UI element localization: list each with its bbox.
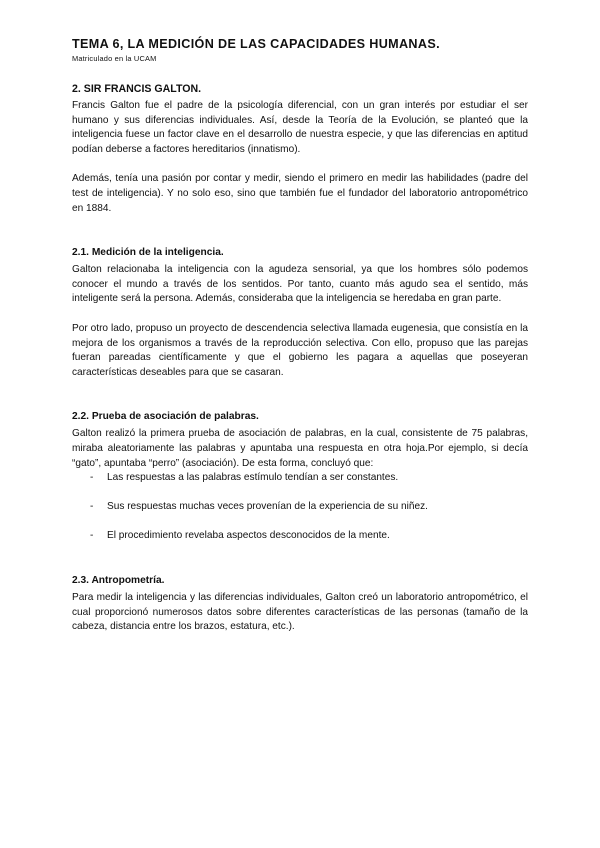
dash-bullet: -: [90, 530, 94, 542]
subsection-heading-medicion: 2.1. Medición de la inteligencia.: [72, 247, 224, 259]
subsection-2-paragraph: Galton realizó la primera prueba de asociación de palabras, en la cual, consistente de 75 palabras, miraba aleatoriamente las palabras y apuntaba una respuesta en otra hoja.Por ejemplo, si decía “gato”, apuntaba “perro” (asociación). De esta forma, concluyó que:: [72, 428, 528, 469]
list-item-text: El procedimiento revelaba aspectos desconocidos de la mente.: [107, 530, 390, 542]
subsection-heading-antropometria: 2.3. Antropometría.: [72, 575, 165, 587]
dash-bullet: -: [90, 501, 94, 513]
list-item: [72, 529, 528, 544]
document-subtitle: Matriculado en la UCAM: [72, 54, 157, 63]
list-item: [72, 500, 528, 515]
list-item: [72, 471, 528, 486]
document-page: [72, 36, 528, 635]
section-paragraph-1: Francis Galton fue el padre de la psicología diferencial, con un gran interés por estudiar el ser humano y sus diferencias individuales. Así, desde la Teoría de la Evolución, se planteó que la inteligencia fuese un factor clave en el desarrollo de nuestra especie, y que las diferencias en aptitud podían deberse a factores hereditarios (innatismo).: [72, 100, 528, 155]
subsection-1-paragraph-1: Galton relacionaba la inteligencia con la agudeza sensorial, ya que los hombres sólo podemos conocer el mundo a través de los sentidos. Por tanto, cuanto más agudo sea el sentido, más inteligente será la persona. Además, consideraba que la inteligencia se heredaba en gran parte.: [72, 264, 528, 305]
conclusions-list: [72, 471, 528, 544]
subsection-3-paragraph: Para medir la inteligencia y las diferencias individuales, Galton creó un laboratorio antropométrico, el cual proporcionó numerosos datos sobre diferentes características de las personas (tamaño de la cabeza, distancia entre los brazos, estatura, etc.).: [72, 592, 528, 633]
subsection-heading-asociacion: 2.2. Prueba de asociación de palabras.: [72, 411, 259, 423]
list-item-text: Las respuestas a las palabras estímulo tendían a ser constantes.: [107, 472, 399, 484]
section-paragraph-2: Además, tenía una pasión por contar y medir, siendo el primero en medir las habilidades (padre del test de inteligencia). Y no solo eso, sino que también fue el fundador del laboratorio antropométrico en 1884.: [72, 173, 528, 214]
section-heading-galton: 2. SIR FRANCIS GALTON.: [72, 83, 202, 95]
dash-bullet: -: [90, 472, 94, 484]
document-title: TEMA 6, LA MEDICIÓN DE LAS CAPACIDADES HUMANAS.: [72, 37, 440, 51]
subsection-1-paragraph-2: Por otro lado, propuso un proyecto de descendencia selectiva llamada eugenesia, que consistía en la mejora de los organismos a través de la reproducción selectiva. Con ello, propuso que las parejas fueran pareadas científicamente y que el gobierno les pagara a aquellas que poseyeran características deseables para que se casaran.: [72, 322, 528, 378]
list-item-text: Sus respuestas muchas veces provenían de la experiencia de su niñez.: [107, 501, 428, 513]
